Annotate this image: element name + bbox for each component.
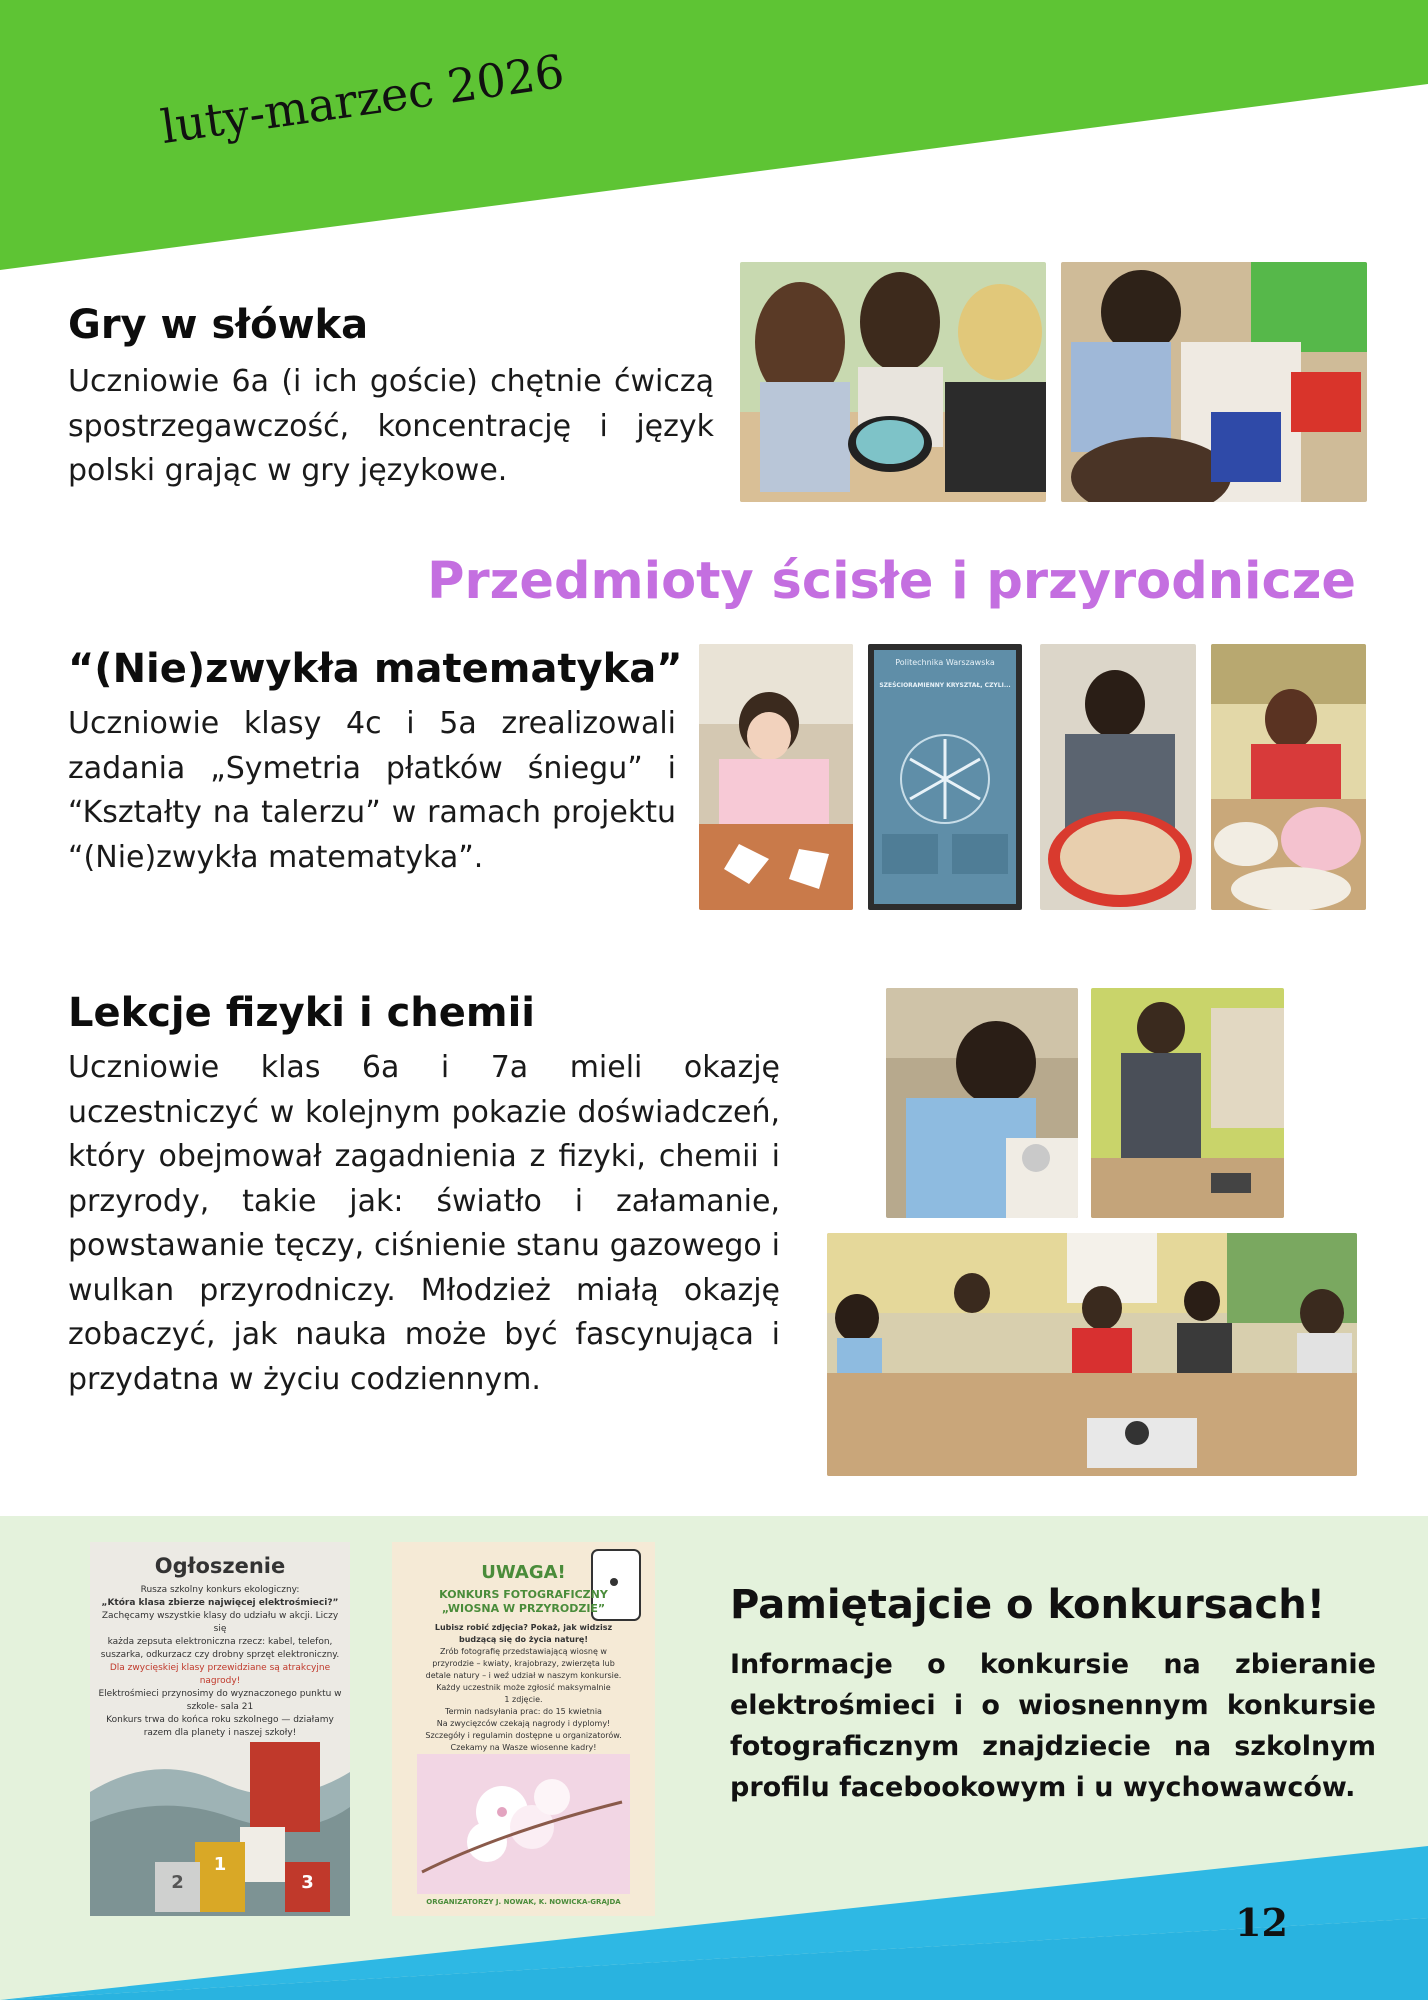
wiosna-organizers: ORGANIZATORZY J. NOWAK, K. NOWICKA-GRAJDA: [426, 1898, 621, 1906]
wiosna-line: Termin nadsyłania prac: do 15 kwietnia: [445, 1707, 602, 1716]
wiosna-title-line1: KONKURS FOTOGRAFICZNY: [439, 1588, 608, 1601]
reminder-title: Pamiętajcie o konkursach!: [730, 1582, 1325, 1628]
snowflake-poster-header: Politechnika Warszawska: [895, 658, 995, 667]
wiosna-line: Szczegóły i regulamin dostępne u organizatorów.: [425, 1731, 622, 1740]
section-title-gry: Gry w słówka: [68, 302, 369, 348]
snowflake-poster-title: SZEŚCIORAMIENNY KRYSZTAŁ, CZYLI...: [879, 682, 1011, 689]
wiosna-line: 1 zdjęcie.: [504, 1695, 543, 1704]
ogloszenie-line: Dla zwycięskiej klasy przewidziane są atrakcyjne nagrody!: [109, 1663, 331, 1686]
ogloszenie-line: „Która klasa zbierze najwięcej elektrośmieci?”: [101, 1598, 339, 1608]
ogloszenie-line: razem dla planety i naszej szkoły!: [143, 1728, 297, 1738]
ogloszenie-line: suszarka, odkurzacz czy drobny sprzęt elektroniczny.: [100, 1650, 340, 1660]
ogloszenie-line: szkole- sala 21: [186, 1702, 254, 1712]
issue-date: luty-marzec 2026: [157, 43, 568, 154]
photo-experiment-boy-glasses: [886, 988, 1078, 1218]
wiosna-title-line2: „WIOSNA W PRZYRODZIE”: [441, 1602, 606, 1615]
wiosna-text: [402, 1622, 645, 1754]
reminder-body: Informacje o konkursie na zbieranie elektrośmieci i o wiosnennym konkursie fotograficznym znajdziecie na szkolnym profilu facebookowym i u wychowawców.: [730, 1649, 1376, 1803]
ogloszenie-line: Rusza szkolny konkurs ekologiczny:: [140, 1585, 300, 1595]
photo-word-game-boys: [1061, 262, 1367, 502]
wiosna-line: Na zwycięzców czekają nagrody i dyplomy!: [436, 1719, 611, 1728]
page-number: 12: [1235, 1900, 1288, 1945]
wiosna-line: Lubisz robić zdjęcia? Pokaż, jak widzisz: [434, 1623, 613, 1632]
poster-ogloszenie: [90, 1542, 350, 1916]
science-heading: Przedmioty ścisłe i przyrodnicze: [427, 552, 1356, 611]
wiosna-line: Zrób fotografię przedstawiającą wiosnę w: [440, 1647, 607, 1656]
ogloszenie-line: Konkurs trwa do końca roku szkolnego — działamy: [106, 1715, 334, 1725]
section-title-math: “(Nie)zwykła matematyka”: [68, 646, 683, 692]
podium-third: 3: [301, 1872, 314, 1893]
ogloszenie-text: [98, 1584, 342, 1740]
ogloszenie-line: Elektrośmieci przynosimy do wyznaczonego punktu w: [98, 1689, 342, 1699]
photo-plate-boy: [1040, 644, 1196, 910]
section-body-math: Uczniowie klasy 4c i 5a zrealizowali zadania „Symetria płatków śniegu” i “Kształty na talerzu” w ramach projektu “(Nie)zwykła matematyka”.: [68, 706, 676, 875]
ogloszenie-line: każda zepsuta elektroniczna rzecz: kabel, telefon,: [107, 1637, 333, 1647]
poster-wiosna: [392, 1542, 655, 1916]
photo-snowflake-poster: [868, 644, 1022, 910]
section-title-physics: Lekcje fizyki i chemii: [68, 990, 535, 1036]
section-body-gry: Uczniowie 6a (i ich goście) chętnie ćwiczą spostrzegawczość, koncentrację i język polski grając w gry językowe.: [68, 364, 714, 488]
wiosna-line: detale natury – i weź udział w naszym konkursie.: [425, 1671, 622, 1680]
wiosna-line: Czekamy na Wasze wiosenne kadry!: [450, 1743, 597, 1752]
wiosna-line: przyrodzie – kwiaty, krajobrazy, zwierzęta lub: [432, 1659, 615, 1668]
photo-experiment-standing-boy: [1091, 988, 1284, 1218]
photo-plate-girl: [1211, 644, 1366, 910]
wiosna-line: budzącą się do życia naturę!: [458, 1635, 589, 1644]
ogloszenie-title: Ogłoszenie: [154, 1554, 286, 1578]
podium-second: 2: [171, 1872, 184, 1893]
photo-word-game-girls: [740, 262, 1046, 502]
ogloszenie-line: Zachęcamy wszystkie klasy do udziału w akcji. Liczy się: [101, 1611, 339, 1634]
photo-snowflake-girl: [699, 644, 853, 910]
photo-class-experiment-show: [827, 1233, 1357, 1476]
podium-first: 1: [213, 1854, 227, 1875]
wiosna-uwaga: UWAGA!: [481, 1562, 566, 1583]
section-body-physics: Uczniowie klas 6a i 7a mieli okazję uczestniczyć w kolejnym pokazie doświadczeń, który obejmował zagadnienia z fizyki, chemii i przyrody, takie jak: światło i załamanie, powstawanie tęczy, ciśnienie stanu gazowego i wulkan przyrodniczy. Młodzież miałą okazję zobaczyć, jak nauka może być fascynująca i przydatna w życiu codziennym.: [68, 1050, 780, 1397]
wiosna-line: Każdy uczestnik może zgłosić maksymalnie: [436, 1683, 611, 1692]
